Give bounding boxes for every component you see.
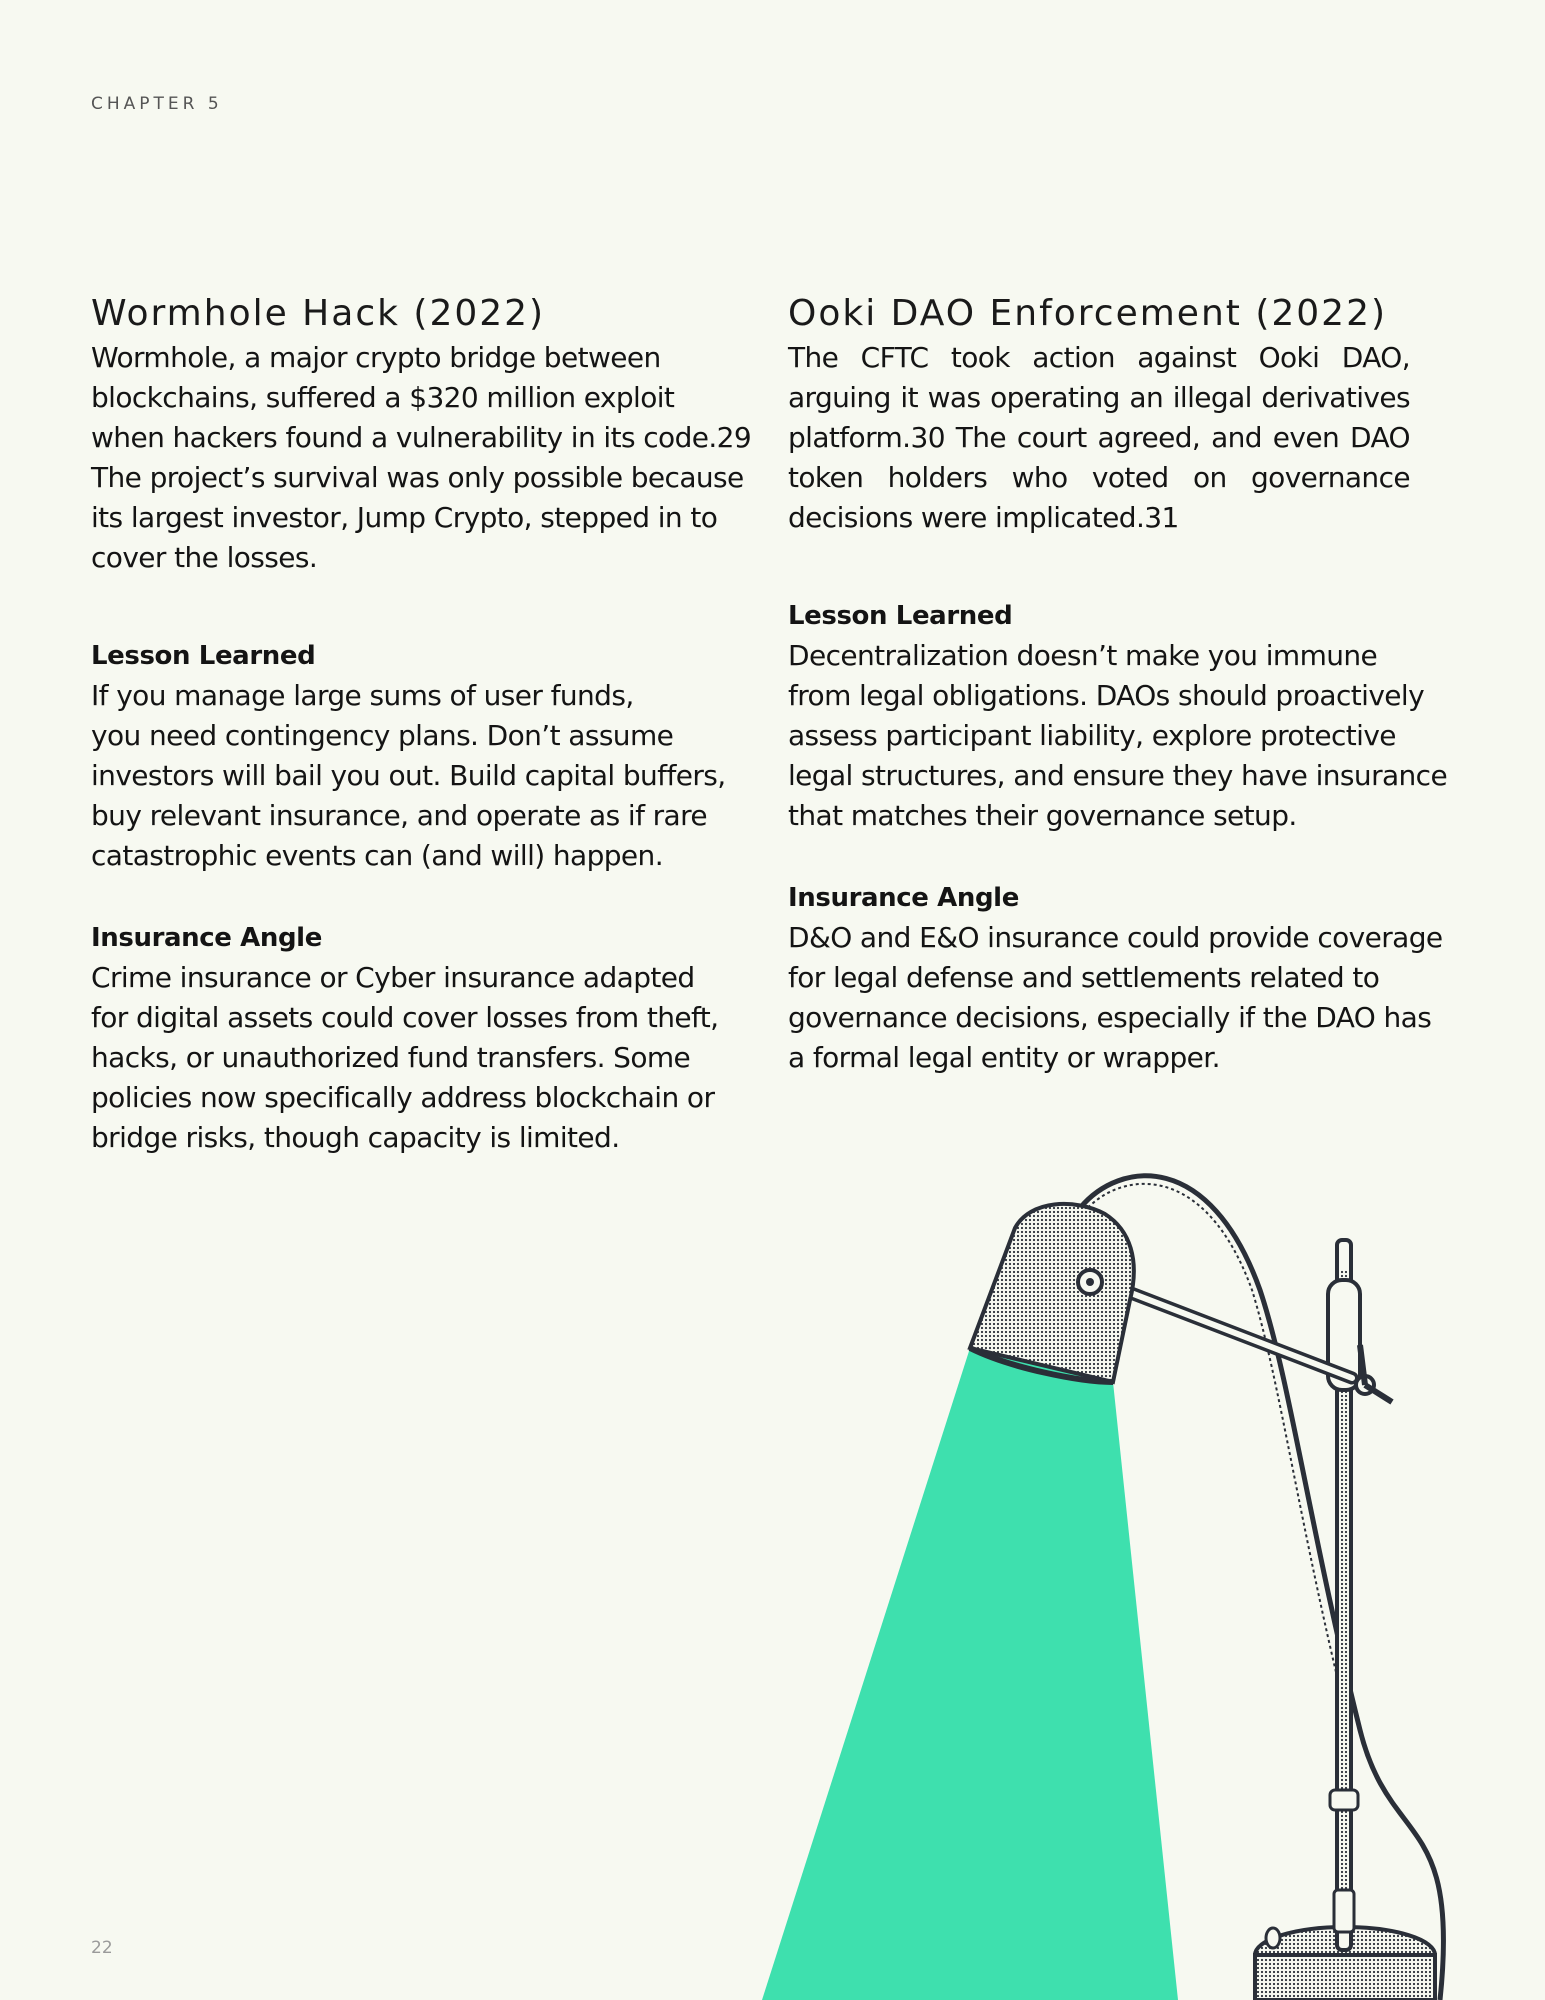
wormhole-title: Wormhole Hack (2022) [91, 293, 546, 334]
body-line: you need contingency plans. Don’t assume [91, 719, 674, 752]
body-line: assess participant liability, explore protective [788, 719, 1396, 752]
wormhole-insurance-body [91, 958, 761, 1158]
body-line: Decentralization doesn’t make you immune [788, 639, 1378, 672]
body-line: bridge risks, though capacity is limited. [91, 1121, 620, 1154]
right-column [788, 290, 1458, 1078]
body-line: a formal legal entity or wrapper. [788, 1041, 1220, 1074]
body-line: The project’s survival was only possible because [91, 461, 744, 494]
wormhole-lesson-heading: Lesson Learned [91, 641, 316, 671]
body-line: buy relevant insurance, and operate as if rare [91, 799, 708, 832]
body-line: investors will bail you out. Build capital buffers, [91, 759, 726, 792]
ooki-lesson-heading: Lesson Learned [788, 601, 1013, 631]
body-line: its largest investor, Jump Crypto, stepped in to [91, 501, 718, 534]
body-line: governance decisions, especially if the DAO has [788, 1001, 1432, 1034]
light-beam [762, 1348, 1178, 2000]
desk-lamp-illustration [680, 1170, 1545, 2000]
chapter-label: CHAPTER 5 [91, 94, 223, 114]
body-line: Wormhole, a major crypto bridge between [91, 341, 661, 374]
ooki-insurance-heading: Insurance Angle [788, 883, 1019, 913]
body-line: catastrophic events can (and will) happen. [91, 839, 664, 872]
body-line: for legal defense and settlements related to [788, 961, 1380, 994]
ooki-insurance-body [788, 918, 1458, 1078]
body-line: Crime insurance or Cyber insurance adapted [91, 961, 695, 994]
body-line: that matches their governance setup. [788, 799, 1297, 832]
wormhole-body [91, 338, 761, 578]
wormhole-insurance-heading: Insurance Angle [91, 923, 322, 953]
body-line: cover the losses. [91, 541, 318, 574]
body-line: D&O and E&O insurance could provide coverage [788, 921, 1443, 954]
body-line: when hackers found a vulnerability in its code.29 [91, 421, 752, 454]
left-column [91, 290, 761, 1158]
body-line: If you manage large sums of user funds, [91, 679, 634, 712]
ooki-title: Ooki DAO Enforcement (2022) [788, 293, 1388, 334]
body-line: hacks, or unauthorized fund transfers. Some [91, 1041, 691, 1074]
body-line: blockchains, suffered a $320 million exploit [91, 381, 675, 414]
body-line: legal structures, and ensure they have insurance [788, 759, 1448, 792]
body-line: from legal obligations. DAOs should proactively [788, 679, 1425, 712]
body-line: for digital assets could cover losses from theft, [91, 1001, 719, 1034]
page-number: 22 [91, 1938, 113, 1958]
body-line: policies now specifically address blockchain or [91, 1081, 715, 1114]
wormhole-lesson-body [91, 676, 761, 876]
ooki-body: The CFTC took action against Ooki DAO, arguing it was operating an illegal derivatives platform.30 The court agreed, and even DAO token holders who voted on governance decisions were implicated.31 [788, 341, 1410, 534]
ooki-lesson-body [788, 636, 1458, 836]
